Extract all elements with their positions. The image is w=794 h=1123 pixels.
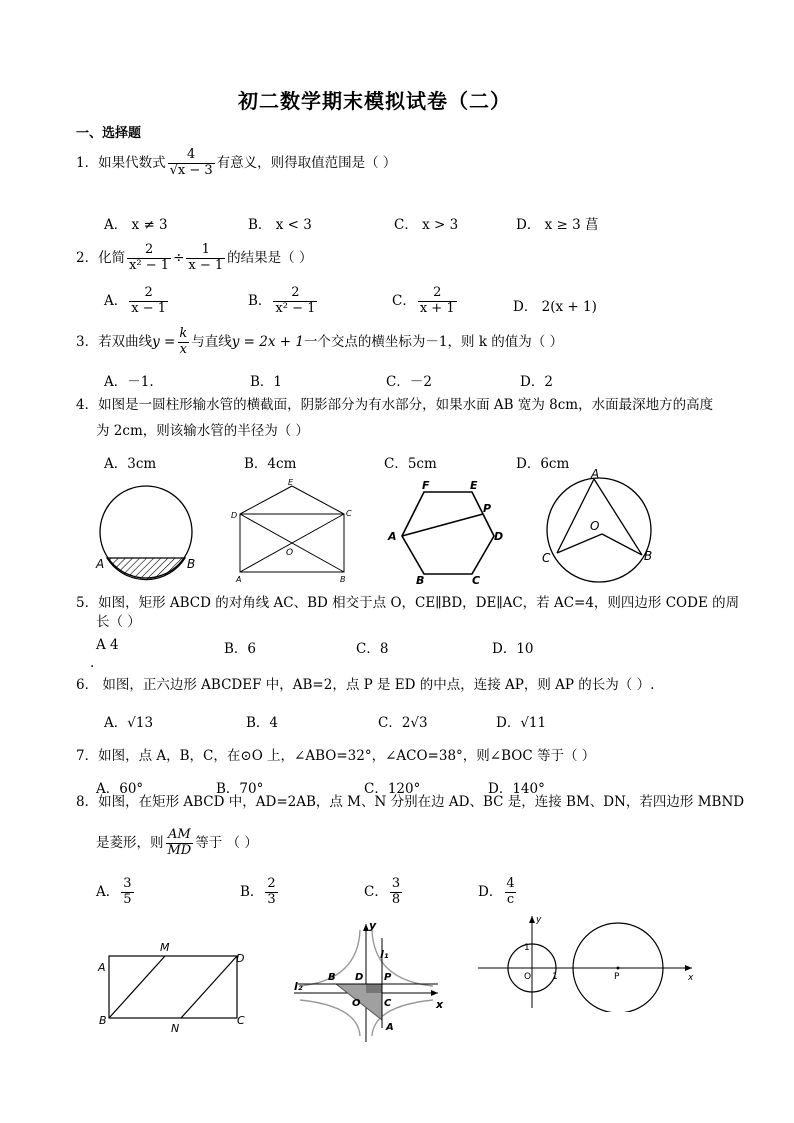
fig6-label-l2: l₂ [294, 980, 303, 993]
fig1-label-a: A [96, 557, 105, 571]
question-7: 7．如图，点 A，B，C，在⊙O 上，∠ABO=32°，∠ACO=38°，则∠BOC 等于（ ） [76, 748, 596, 764]
fig6-label-x: x [436, 998, 444, 1011]
q4-line-1: 4．如图是一圆柱形输水管的横截面，阴影部分为有水部分，如果水面 AB 宽为 8cm，水面最深地方的高度 [76, 397, 714, 413]
q1-option-c: C． x > 3 [394, 217, 459, 233]
fig3-label-b: B [416, 574, 425, 587]
figure-rectangle-code [228, 478, 358, 586]
q6-option-d: D．√11 [496, 715, 547, 731]
fig6-label-o: O [352, 998, 361, 1009]
q2-option-c-frac [418, 286, 457, 317]
q4-option-b: B．4cm [244, 456, 297, 472]
q7-option-b: B．70° [216, 781, 264, 797]
q2-option-b-frac [273, 286, 317, 317]
fig6-label-y: y [369, 919, 377, 932]
q2-option-a-num: 2 [144, 285, 153, 300]
q8-option-d [478, 877, 519, 908]
q2-option-c [392, 286, 459, 317]
q3-prefix: 3．若双曲线 [76, 333, 153, 350]
fig7-label-1-y: 1 [524, 943, 530, 953]
q8-fraction [166, 828, 194, 859]
water-segment [107, 558, 185, 580]
fig6-label-d: D [355, 972, 364, 983]
question-2 [76, 243, 312, 274]
q1-frac-num: 4 [186, 147, 196, 162]
q8-option-d-num: 4 [506, 876, 515, 891]
q1-prefix: 1．如果代数式 [76, 154, 166, 171]
q8-option-c-label: C． [364, 883, 388, 900]
q2-option-a-frac [129, 286, 168, 317]
q2-option-b-den: x² − 1 [275, 300, 316, 316]
fig4-label-a: A [591, 468, 600, 481]
q2-option-b-num: 2 [291, 285, 300, 300]
q3-frac-num: k [179, 326, 188, 341]
q8-option-d-frac [504, 877, 516, 908]
q8-option-c [364, 877, 404, 908]
fig2-label-b: B [340, 575, 346, 584]
figure-two-circles [470, 912, 700, 1012]
q6-option-c: C．2√3 [378, 715, 428, 731]
segment-dn [181, 956, 237, 1018]
fig4-label-o: O [590, 519, 600, 533]
q3-frac-den: x [179, 341, 187, 357]
question-1 [76, 148, 396, 179]
q2-option-a-den: x − 1 [131, 300, 167, 316]
fig5-label-a: A [98, 961, 106, 974]
fig2-label-c: C [346, 509, 352, 518]
q4-option-a: A．3cm [104, 456, 157, 472]
fig6-label-b: B [328, 972, 336, 983]
q2-option-c-den: x + 1 [419, 300, 455, 316]
section-heading: 一、选择题 [76, 126, 142, 141]
point-p [617, 967, 620, 970]
fig6-label-c: C [384, 998, 392, 1009]
fig5-label-m: M [160, 941, 170, 954]
q5-line-2: 长（ ） [96, 614, 141, 630]
q5-line-1: 5．如图，矩形 ABCD 的对角线 AC、BD 相交于点 O，CE∥BD，DE∥AC，若 AC=4，则四边形 CODE 的周 [76, 595, 740, 611]
q6-option-a: A．√13 [104, 715, 154, 731]
hyperbola-branch-3 [300, 1000, 360, 1036]
q2-option-a-label: A． [104, 292, 128, 309]
q5-option-c: C．8 [356, 641, 389, 657]
fig7-label-1-x: 1 [552, 972, 558, 982]
fig3-label-e: E [470, 479, 478, 492]
q3-eq-lhs: y = [152, 333, 176, 350]
fig7-label-p: P [614, 972, 620, 982]
q8-option-c-den: 8 [391, 891, 401, 907]
q1-option-a: A． x ≠ 3 [104, 217, 168, 233]
q7-option-a: A．60° [96, 781, 144, 797]
q3-fraction [177, 327, 189, 358]
q8-option-a-frac [121, 877, 133, 908]
fig7-label-x: x [688, 973, 694, 983]
rect-abcd-2 [109, 956, 237, 1018]
fig3-label-a: A [388, 530, 397, 543]
q8-option-a-den: 5 [123, 891, 132, 907]
q1-frac-den: √x − 3 [169, 162, 213, 178]
q2-fraction-2 [186, 243, 225, 274]
figure-rectangle-rhombus [92, 938, 252, 1034]
q8-option-b-num: 2 [267, 876, 276, 891]
q3-option-a: A．－1. [104, 374, 154, 390]
segment-ap [402, 514, 483, 536]
q2-option-c-label: C． [392, 292, 416, 309]
figure-hexagon [384, 478, 504, 588]
fig6-label-a: A [386, 1022, 394, 1033]
q8-line-2 [96, 828, 258, 859]
fig4-label-c: C [542, 551, 551, 565]
q3-option-c: C．－2 [386, 374, 432, 390]
q2-f1-den: x² − 1 [129, 257, 170, 273]
fig4-label-b: B [644, 549, 653, 563]
q5-option-a: A 4 [96, 637, 119, 653]
q8-option-d-den: c [506, 891, 515, 907]
q3-option-b: B．1 [250, 374, 283, 390]
q8-line-1: 8．如图，在矩形 ABCD 中，AD=2AB，点 M、N 分别在边 AD、BC 是，连接 BM、DN，若四边形 MBND [76, 794, 745, 810]
fig3-label-d: D [494, 530, 504, 543]
q8-frac-num: AM [168, 827, 191, 842]
q6-option-b: B．4 [246, 715, 279, 731]
q2-suffix: 的结果是（ ） [227, 249, 313, 266]
q2-prefix: 2．化简 [76, 249, 126, 266]
fig5-label-d: D [236, 952, 245, 965]
q4-option-c: C．5cm [384, 456, 437, 472]
q7-option-d: D．140° [488, 781, 545, 797]
q8-option-b-label: B． [240, 883, 264, 900]
q1-suffix: 有意义，则得取值范围是（ ） [216, 154, 397, 171]
q8-line2-suffix: 等于 （ ） [195, 834, 258, 851]
q3-line-eq: y = 2x + 1 [231, 333, 304, 350]
fig5-label-b: B [99, 1014, 107, 1027]
fig6-label-l1: l₁ [380, 948, 389, 961]
q8-option-a-num: 3 [123, 876, 132, 891]
q2-f2-num: 1 [201, 242, 210, 257]
q3-mid: 与直线 [191, 333, 232, 350]
fig2-label-d: D [231, 511, 238, 520]
q2-option-b [248, 286, 319, 317]
page-title: 初二数学期末模拟试卷（二） [238, 89, 511, 113]
q8-line2-prefix: 是菱形，则 [96, 834, 164, 851]
fig2-label-e: E [288, 478, 294, 487]
q7-option-c: C．120° [364, 781, 421, 797]
q1-fraction [168, 148, 215, 179]
q8-option-d-label: D． [478, 883, 503, 900]
q3-option-d: D．2 [520, 374, 553, 390]
figure-hyperbola [288, 918, 448, 1044]
fig5-label-n: N [171, 1022, 180, 1034]
q2-divide: ÷ [173, 249, 185, 266]
fig7-label-y: y [536, 915, 542, 925]
fig7-label-o: O [524, 972, 532, 982]
figure-circle-triangle [536, 468, 666, 590]
figure-pipe-cross-section [90, 480, 210, 590]
fig3-label-p: P [483, 502, 492, 515]
q8-option-b [240, 877, 280, 908]
q3-suffix: 一个交点的横坐标为－1，则 k 的值为（ ） [303, 333, 564, 350]
stray-dot: . [90, 655, 95, 671]
fig5-label-c: C [237, 1014, 245, 1027]
q2-option-a [104, 286, 170, 317]
q2-option-d: D． 2(x + 1) [513, 299, 597, 315]
fig3-label-c: C [472, 574, 481, 587]
segment-bm [109, 956, 165, 1018]
q5-option-b: B．6 [224, 641, 257, 657]
q8-option-b-frac [265, 877, 277, 908]
q4-line-2: 为 2cm，则该输水管的半径为（ ） [96, 423, 310, 439]
q1-option-d: D． x ≥ 3 菖 [516, 217, 599, 233]
fig2-label-a: A [236, 575, 242, 584]
q2-f1-num: 2 [144, 242, 154, 257]
fig2-label-o: O [286, 548, 294, 558]
q8-option-a-label: A． [96, 883, 120, 900]
q1-option-b: B． x < 3 [248, 217, 312, 233]
q8-option-a [96, 877, 136, 908]
q2-f2-den: x − 1 [188, 257, 224, 273]
q4-option-d: D．6cm [516, 456, 570, 472]
fig1-label-b: B [187, 557, 196, 571]
q2-option-c-num: 2 [433, 285, 442, 300]
q2-option-b-label: B． [248, 292, 272, 309]
fig6-label-p: P [384, 972, 392, 983]
fig3-label-f: F [422, 479, 430, 492]
q8-frac-den: MD [167, 842, 192, 858]
q8-option-c-frac [390, 877, 402, 908]
q8-option-c-num: 3 [391, 876, 401, 891]
question-6: 6． 如图，正六边形 ABCDEF 中，AB=2，点 P 是 ED 的中点，连接 AP，则 AP 的长为（ ）. [76, 677, 655, 693]
q5-option-d: D．10 [492, 641, 534, 657]
q2-fraction-1 [127, 243, 171, 274]
q8-option-b-den: 3 [267, 891, 276, 907]
question-3 [76, 327, 563, 358]
